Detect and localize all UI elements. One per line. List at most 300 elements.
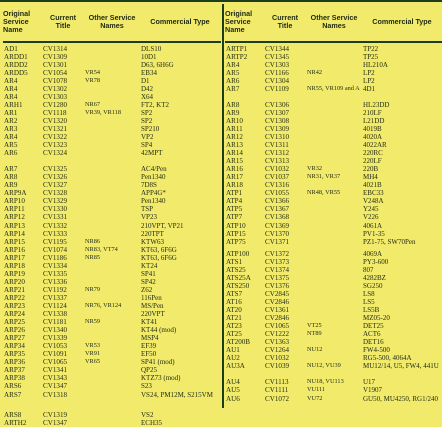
- original-name-cell: AU4: [226, 378, 240, 387]
- original-name-cell: AR1: [4, 108, 18, 117]
- current-title-cell: CV1339: [43, 334, 68, 343]
- current-title-cell: CV1331: [43, 213, 68, 222]
- original-name-cell: AR8: [4, 173, 18, 182]
- table-row: [225, 165, 442, 173]
- commercial-type-cell: KT44 (mod): [141, 326, 177, 335]
- current-title-cell: CV1363: [265, 338, 290, 347]
- other-names-cell: [85, 173, 141, 181]
- commercial-type-cell: 7D8S: [141, 181, 157, 190]
- current-title-cell: CV2846: [265, 314, 290, 323]
- table-row: [3, 326, 221, 334]
- original-name-cell: ARDD5: [4, 68, 28, 77]
- current-title-cell: CV1374: [265, 265, 290, 274]
- other-names-cell: [85, 213, 141, 221]
- current-title-cell: CV1373: [265, 257, 290, 266]
- other-names-cell: NU18, VU113: [307, 378, 344, 386]
- commercial-type-cell: PV1-35: [363, 229, 385, 238]
- table-row: [3, 382, 221, 390]
- other-names-cell: [307, 306, 363, 314]
- other-names-cell: NR79: [85, 285, 101, 293]
- current-title-cell: CV1065: [43, 358, 68, 367]
- commercial-type-cell: KT41: [141, 318, 158, 327]
- table-row: [225, 173, 442, 181]
- other-names-cell: [85, 419, 141, 427]
- table-row: [225, 117, 442, 125]
- table-row: [3, 419, 221, 427]
- commercial-type-cell: DET25: [363, 322, 384, 331]
- current-title-cell: CV1370: [265, 229, 290, 238]
- original-name-cell: AR4: [226, 60, 240, 69]
- original-name-cell: AU5: [226, 386, 240, 395]
- original-name-cell: ARP14: [4, 229, 25, 238]
- other-names-cell: [85, 270, 141, 278]
- current-title-cell: CV1091: [43, 350, 68, 359]
- header-commercial: Commercial Type: [372, 17, 432, 26]
- other-names-cell: VU72: [307, 394, 323, 402]
- commercial-type-cell: VS2: [141, 410, 154, 419]
- current-title-cell: CV1037: [265, 173, 290, 182]
- original-name-cell: ARP20: [4, 277, 25, 286]
- table-row: [3, 318, 221, 326]
- current-title-cell: CV1054: [43, 68, 68, 77]
- other-names-cell: [85, 141, 141, 149]
- commercial-type-cell: V1907: [363, 386, 383, 395]
- commercial-type-cell: 220TPT: [141, 229, 164, 238]
- other-names-cell: [85, 294, 141, 302]
- header-other: Other Service Names: [88, 13, 136, 30]
- table-row: [225, 238, 442, 246]
- table-row: [3, 189, 221, 197]
- other-names-cell: [307, 157, 363, 165]
- original-name-cell: ARP26: [4, 326, 25, 335]
- current-title-cell: CV1186: [43, 253, 67, 262]
- original-name-cell: AR5: [226, 68, 240, 77]
- original-name-cell: AT25: [226, 330, 242, 339]
- table-row: [3, 109, 221, 117]
- other-names-cell: [85, 45, 141, 53]
- other-names-cell: [85, 334, 141, 342]
- other-names-cell: VU111: [307, 386, 326, 394]
- top-rule: [0, 0, 442, 2]
- current-title-cell: CV1309: [265, 124, 290, 133]
- table-row: [3, 391, 221, 407]
- table-row: [3, 358, 221, 366]
- commercial-type-cell: 4282BZ: [363, 273, 386, 282]
- table-row: [3, 181, 221, 189]
- table-row: [225, 298, 442, 306]
- current-title-cell: CV1072: [265, 394, 290, 403]
- original-name-cell: AR11: [226, 124, 243, 133]
- current-title-cell: CV1039: [265, 362, 290, 371]
- original-name-cell: AR12: [226, 133, 243, 142]
- other-names-cell: [85, 85, 141, 93]
- current-title-cell: CV1113: [265, 378, 289, 387]
- current-title-cell: CV1372: [265, 249, 290, 258]
- other-names-cell: [307, 258, 363, 266]
- other-names-cell: VR53: [85, 342, 101, 350]
- commercial-type-cell: 4061A: [363, 221, 383, 230]
- commercial-type-cell: 4D1: [363, 84, 376, 93]
- current-title-cell: CV1306: [265, 100, 290, 109]
- current-title-cell: CV1314: [43, 44, 68, 53]
- current-title-cell: CV1313: [265, 157, 290, 166]
- table-row: [3, 165, 221, 173]
- original-name-cell: ARP10: [4, 197, 25, 206]
- other-names-cell: [307, 338, 363, 346]
- original-name-cell: ARP38: [4, 374, 25, 383]
- commercial-type-cell: 4020A: [363, 133, 383, 142]
- original-name-cell: AR6: [226, 76, 240, 85]
- other-names-cell: [307, 149, 363, 157]
- original-name-cell: ARDD2: [4, 60, 28, 69]
- commercial-type-cell: EF50: [141, 350, 157, 359]
- other-names-cell: [85, 189, 141, 197]
- table-row: [225, 222, 442, 230]
- commercial-type-cell: D63, 6H6G: [141, 60, 174, 69]
- table-row: [225, 362, 442, 378]
- other-names-cell: NR76, VR124: [85, 302, 122, 309]
- current-title-cell: CV1333: [43, 229, 68, 238]
- original-name-cell: ARP21: [4, 285, 25, 294]
- original-name-cell: AR4: [4, 76, 18, 85]
- table-body-right: [225, 45, 442, 403]
- commercial-type-cell: FT2, KT2: [141, 100, 169, 109]
- current-title-cell: CV1341: [43, 366, 68, 375]
- current-title-cell: CV1302: [43, 84, 68, 93]
- other-names-cell: [307, 274, 363, 282]
- other-names-cell: VT25: [307, 322, 322, 330]
- commercial-type-cell: 4019B: [363, 124, 382, 133]
- current-title-cell: CV1345: [265, 52, 290, 61]
- current-title-cell: CV1311: [265, 141, 289, 150]
- other-names-cell: NR86: [85, 237, 101, 245]
- current-title-cell: CV1334: [43, 261, 68, 270]
- current-title-cell: CV1111: [265, 386, 289, 395]
- current-title-cell: CV1181: [43, 318, 67, 327]
- current-title-cell: CV1375: [265, 273, 290, 282]
- original-name-cell: AR16: [226, 165, 243, 174]
- commercial-type-cell: DLS10: [141, 44, 162, 53]
- table-row: [225, 125, 442, 133]
- current-title-cell: CV1324: [43, 149, 68, 158]
- original-name-cell: AR13: [226, 141, 243, 150]
- other-names-cell: NU12, VU39: [307, 362, 341, 370]
- other-names-cell: NR83, VT74: [85, 245, 118, 253]
- other-names-cell: [307, 117, 363, 125]
- table-row: [225, 282, 442, 290]
- other-names-cell: [85, 310, 141, 318]
- other-names-cell: [85, 197, 141, 205]
- original-name-cell: ARP36: [4, 358, 25, 367]
- current-title-cell: CV1319: [43, 410, 68, 419]
- commercial-type-cell: 807: [363, 265, 374, 274]
- original-name-cell: AR18: [226, 181, 243, 190]
- table-row: [225, 101, 442, 109]
- other-names-cell: [307, 101, 363, 109]
- current-title-cell: CV1074: [43, 245, 68, 254]
- table-row: [225, 378, 442, 386]
- original-name-cell: ATP7: [226, 213, 243, 222]
- table-row: [3, 278, 221, 286]
- table-row: [3, 117, 221, 125]
- table-row: [225, 330, 442, 338]
- other-names-cell: [85, 222, 141, 230]
- other-names-cell: VR78: [85, 76, 101, 84]
- commercial-type-cell: VP23: [141, 213, 157, 222]
- table-row: [225, 61, 442, 69]
- other-names-cell: [307, 298, 363, 306]
- current-title-cell: CV1337: [43, 293, 68, 302]
- other-names-cell: [85, 391, 141, 407]
- table-row: [3, 270, 221, 278]
- commercial-type-cell: Z62: [141, 285, 153, 294]
- current-title-cell: CV1335: [43, 269, 68, 278]
- current-title-cell: CV1368: [265, 213, 290, 222]
- left-panel: [3, 4, 221, 427]
- table-row: [3, 374, 221, 382]
- other-names-cell: [307, 141, 363, 149]
- current-title-cell: CV1369: [265, 221, 290, 230]
- original-name-cell: ATP75: [226, 237, 246, 246]
- original-name-cell: AU2: [226, 354, 240, 363]
- other-names-cell: [307, 230, 363, 238]
- original-name-cell: ARS7: [4, 390, 22, 399]
- other-names-cell: NR42: [307, 68, 323, 76]
- original-name-cell: ARP22: [4, 293, 25, 302]
- commercial-type-cell: MZ05-20: [363, 314, 390, 323]
- table-row: [225, 205, 442, 213]
- original-name-cell: ATP5: [226, 205, 243, 214]
- original-name-cell: AT23: [226, 322, 242, 331]
- commercial-type-cell: SP41: [141, 269, 156, 278]
- original-name-cell: ATS250: [226, 281, 250, 290]
- table-row: [3, 85, 221, 93]
- current-title-cell: CV1318: [43, 390, 68, 399]
- original-name-cell: AR4: [4, 84, 18, 93]
- original-name-cell: AT20: [226, 306, 242, 314]
- current-title-cell: CV1320: [43, 116, 68, 125]
- current-title-cell: CV1166: [265, 68, 289, 77]
- commercial-type-cell: 10D1: [141, 52, 157, 61]
- other-names-cell: NR48, VR55: [307, 189, 341, 197]
- current-title-cell: CV1366: [265, 197, 290, 206]
- commercial-type-cell: LS5: [363, 297, 375, 306]
- table-row: [3, 133, 221, 141]
- commercial-type-cell: ACT6: [363, 330, 381, 339]
- original-name-cell: AR15: [226, 157, 243, 166]
- table-row: [225, 149, 442, 157]
- table-body-left: [3, 45, 221, 427]
- commercial-type-cell: 116Pen: [141, 293, 162, 302]
- table-row: [225, 266, 442, 274]
- table-row: [3, 262, 221, 270]
- table-row: [225, 53, 442, 61]
- current-title-cell: CV1304: [265, 76, 290, 85]
- commercial-type-cell: HL23DD: [363, 100, 390, 109]
- current-title-cell: CV1065: [265, 322, 290, 331]
- original-name-cell: ATS7: [226, 289, 243, 298]
- table-row: [225, 314, 442, 322]
- original-name-cell: ARP12: [4, 213, 25, 222]
- original-name-cell: ARTP2: [226, 52, 248, 61]
- current-title-cell: CV1327: [43, 181, 68, 190]
- column-divider: [222, 4, 224, 408]
- original-name-cell: ARTP1: [226, 44, 248, 53]
- commercial-type-cell: SP210: [141, 124, 160, 133]
- commercial-type-cell: EB34: [141, 68, 157, 77]
- original-name-cell: ARS8: [4, 410, 22, 419]
- commercial-type-cell: X64: [141, 92, 154, 101]
- other-names-cell: [307, 109, 363, 117]
- other-names-cell: [85, 326, 141, 334]
- current-title-cell: CV1195: [43, 237, 67, 246]
- commercial-type-cell: MU12/14, U5, FW4, 441U: [363, 362, 439, 371]
- commercial-type-cell: TP25: [363, 52, 379, 61]
- other-names-cell: NT89: [307, 330, 322, 338]
- current-title-cell: CV1347: [43, 382, 68, 391]
- commercial-type-cell: APP4G*: [141, 189, 166, 198]
- commercial-type-cell: 4069A: [363, 249, 383, 258]
- original-name-cell: ARP24: [4, 310, 25, 319]
- table-row: [225, 85, 442, 101]
- table-row: [3, 246, 221, 254]
- table-header-right: [225, 4, 442, 40]
- other-names-cell: [307, 205, 363, 213]
- current-title-cell: CV1109: [265, 84, 289, 93]
- original-name-cell: ARP15: [4, 237, 25, 246]
- other-names-cell: [85, 262, 141, 270]
- commercial-type-cell: MSP4: [141, 334, 159, 343]
- table-row: [3, 45, 221, 53]
- table-row: [225, 69, 442, 77]
- current-title-cell: CV1078: [43, 76, 68, 85]
- other-names-cell: [85, 411, 141, 419]
- other-names-cell: [307, 250, 363, 258]
- original-name-cell: AR4: [4, 133, 18, 142]
- table-row: [3, 69, 221, 77]
- other-names-cell: [85, 53, 141, 61]
- original-name-cell: AU3A: [226, 362, 245, 371]
- original-name-cell: ATP10: [226, 221, 246, 230]
- header-current: Current Title: [50, 13, 76, 30]
- other-names-cell: [85, 125, 141, 133]
- current-title-cell: CV1055: [265, 189, 290, 198]
- table-row: [3, 77, 221, 85]
- current-title-cell: CV1332: [43, 221, 68, 230]
- table-row: [225, 346, 442, 354]
- commercial-type-cell: KTW63: [141, 237, 164, 246]
- table-row: [3, 411, 221, 419]
- commercial-type-cell: V226: [363, 213, 379, 222]
- other-names-cell: [85, 278, 141, 286]
- commercial-type-cell: KT24: [141, 261, 158, 270]
- current-title-cell: CV1192: [43, 285, 67, 294]
- original-name-cell: AU6: [226, 394, 240, 403]
- commercial-type-cell: D1: [141, 76, 150, 85]
- header-other: Other Service Names: [310, 13, 358, 30]
- table-row: [3, 141, 221, 149]
- table-row: [3, 350, 221, 358]
- original-name-cell: ARDD1: [4, 52, 28, 61]
- commercial-type-cell: VS24, PM12M, S215VM: [141, 390, 213, 399]
- other-names-cell: [85, 205, 141, 213]
- current-title-cell: CV1308: [265, 116, 290, 125]
- other-names-cell: VR91: [85, 350, 101, 358]
- table-row: [3, 101, 221, 109]
- other-names-cell: [85, 165, 141, 173]
- table-row: [3, 93, 221, 101]
- commercial-type-cell: MS/Pen: [141, 302, 164, 310]
- commercial-type-cell: V248A: [363, 197, 384, 206]
- table-row: [225, 386, 442, 394]
- current-title-cell: CV1322: [43, 133, 68, 142]
- current-title-cell: CV1124: [43, 302, 67, 310]
- original-name-cell: ARP16: [4, 245, 25, 254]
- other-names-cell: NU12: [307, 346, 323, 354]
- other-names-cell: NR55, VR109 and A: [307, 84, 360, 92]
- header-original: Original Service Name: [225, 9, 253, 34]
- current-title-cell: CV1118: [43, 108, 67, 117]
- original-name-cell: ARTH2: [4, 418, 27, 427]
- commercial-type-cell: D42: [141, 84, 154, 93]
- other-names-cell: NR85: [85, 253, 101, 261]
- commercial-type-cell: 220LF: [363, 157, 382, 166]
- original-name-cell: ARP9A: [4, 189, 27, 198]
- table-row: [225, 338, 442, 346]
- commercial-type-cell: 220B: [363, 165, 379, 174]
- table-row: [225, 157, 442, 165]
- table-row: [3, 149, 221, 165]
- original-name-cell: ARP18: [4, 261, 25, 270]
- other-names-cell: [85, 61, 141, 69]
- current-title-cell: CV1307: [265, 108, 290, 117]
- original-name-cell: ATS25A: [226, 273, 251, 282]
- original-name-cell: ATS1: [226, 257, 243, 266]
- table-row: [3, 125, 221, 133]
- commercial-type-cell: 220VPT: [141, 310, 165, 319]
- other-names-cell: NR59: [85, 318, 101, 326]
- original-name-cell: ATS25: [226, 265, 246, 274]
- original-name-cell: AR7: [4, 165, 18, 174]
- table-row: [225, 189, 442, 197]
- original-name-cell: AR6: [4, 149, 18, 158]
- header-rule: [225, 41, 442, 43]
- commercial-type-cell: PY3-600: [363, 257, 389, 266]
- commercial-type-cell: 220RC: [363, 149, 383, 158]
- commercial-type-cell: KT63, 6F6G: [141, 245, 177, 254]
- right-panel: [225, 4, 442, 408]
- table-row: [3, 342, 221, 350]
- table-row: [3, 197, 221, 205]
- current-title-cell: CV1032: [265, 354, 290, 363]
- table-row: [3, 53, 221, 61]
- commercial-type-cell: GU50, MU4250, RG1/240: [363, 394, 439, 403]
- commercial-type-cell: QP25: [141, 366, 157, 375]
- commercial-type-cell: TSP: [141, 205, 154, 214]
- original-name-cell: ATP4: [226, 197, 243, 206]
- commercial-type-cell: 210VPT, VP21: [141, 221, 184, 230]
- original-name-cell: ARP11: [4, 205, 25, 214]
- commercial-type-cell: SG250: [363, 281, 383, 290]
- table-row: [3, 366, 221, 374]
- other-names-cell: [85, 149, 141, 165]
- commercial-type-cell: HL210A: [363, 60, 388, 69]
- table-row: [225, 77, 442, 85]
- commercial-type-cell: S23: [141, 382, 152, 391]
- commercial-type-cell: L21DD: [363, 116, 385, 125]
- header-original: Original Service Name: [3, 9, 31, 34]
- original-name-cell: AR14: [226, 149, 243, 158]
